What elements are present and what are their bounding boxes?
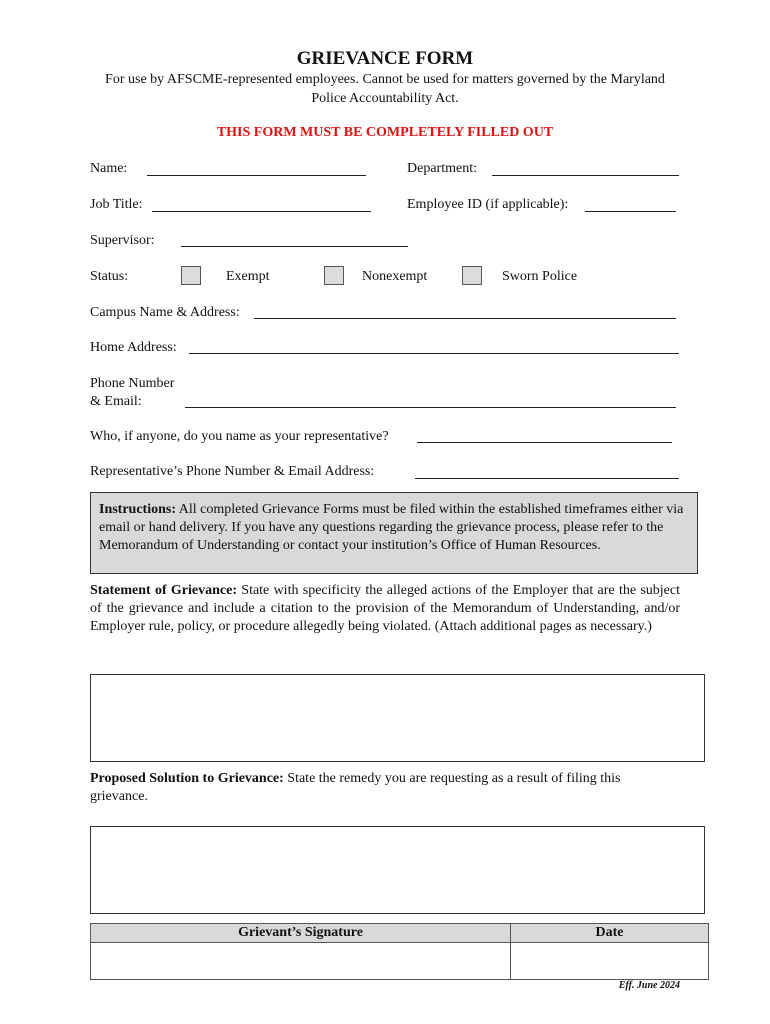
date-cell[interactable]: [511, 943, 709, 980]
statement-paragraph: [90, 582, 680, 636]
status-label: Status:: [90, 269, 129, 284]
phone-email-field[interactable]: [185, 407, 676, 408]
signature-table: [90, 923, 709, 980]
supervisor-field[interactable]: [181, 246, 408, 247]
representative-field[interactable]: [417, 442, 672, 443]
home-address-field[interactable]: [189, 353, 679, 354]
sworn-police-checkbox[interactable]: [462, 266, 482, 285]
form-subtitle: For use by AFSCME-represented employees. Cannot be used for matters governed by the Maryland Police Accountability Act.: [105, 72, 665, 106]
statement-text: State with specificity the alleged actions of the Employer that are the subject of the grievance and include a citation to the provision of the Memorandum of Understanding, and/or Employer rule, policy, or procedure allegedly being violated. (Attach additional pages as necessary.): [90, 583, 680, 634]
nonexempt-checkbox[interactable]: [324, 266, 344, 285]
name-field[interactable]: [147, 175, 366, 176]
signature-cell[interactable]: [91, 943, 511, 980]
department-label: Department:: [407, 161, 477, 176]
exempt-checkbox[interactable]: [181, 266, 201, 285]
form-title: GRIEVANCE FORM: [296, 48, 474, 69]
instructions-heading: Instructions:: [99, 502, 177, 517]
nonexempt-label: Nonexempt: [362, 269, 428, 284]
solution-heading: Proposed Solution to Grievance:: [90, 771, 284, 786]
solution-textarea[interactable]: [90, 826, 705, 914]
statement-textarea[interactable]: [90, 674, 705, 762]
instructions-box: [90, 492, 698, 574]
employee-id-field[interactable]: [585, 211, 676, 212]
signature-header: Grievant’s Signature: [91, 924, 511, 943]
employee-id-label: Employee ID (if applicable):: [407, 197, 569, 212]
effective-date: Eff. June 2024: [618, 980, 680, 991]
representative-label: Who, if anyone, do you name as your representative?: [90, 429, 389, 444]
statement-heading: Statement of Grievance:: [90, 583, 237, 598]
phone-label: Phone Number: [90, 376, 175, 391]
exempt-label: Exempt: [226, 269, 270, 284]
sworn-police-label: Sworn Police: [502, 269, 578, 284]
fill-out-warning: THIS FORM MUST BE COMPLETELY FILLED OUT: [216, 125, 554, 140]
department-field[interactable]: [492, 175, 679, 176]
instructions-text: All completed Grievance Forms must be filed within the established timeframes either via email or hand delivery. If you have any questions regarding the grievance process, please refer to the Memorandum of Understanding or contact your institution’s Office of Human Resources.: [99, 502, 684, 553]
job-title-label: Job Title:: [90, 197, 143, 212]
campus-label: Campus Name & Address:: [90, 305, 240, 320]
rep-contact-field[interactable]: [415, 478, 679, 479]
campus-field[interactable]: [254, 318, 676, 319]
solution-text: State the remedy you are requesting as a result of filing this grievance.: [90, 771, 621, 804]
name-label: Name:: [90, 161, 128, 176]
job-title-field[interactable]: [152, 211, 371, 212]
email-label: & Email:: [90, 394, 142, 409]
rep-contact-label: Representative’s Phone Number & Email Address:: [90, 464, 375, 479]
home-address-label: Home Address:: [90, 340, 177, 355]
date-header: Date: [511, 924, 709, 943]
solution-paragraph: [90, 770, 680, 806]
supervisor-label: Supervisor:: [90, 233, 155, 248]
